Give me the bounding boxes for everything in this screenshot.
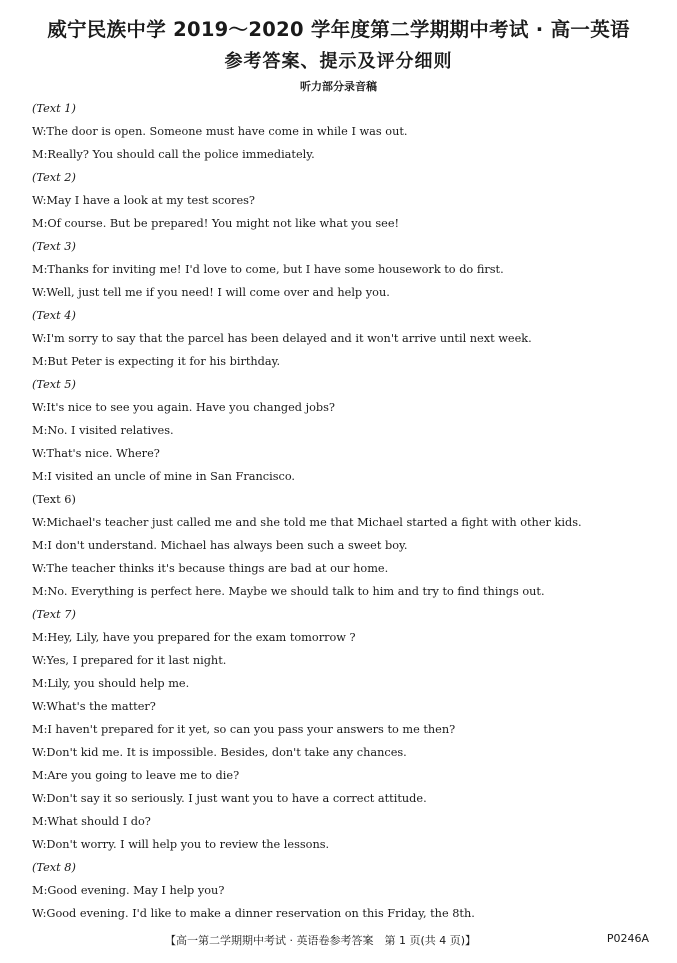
dialogue-line: M:No. Everything is perfect here. Maybe we should talk to him and try to find things out.	[32, 585, 545, 598]
transcript-body	[32, 97, 662, 925]
dialogue-line: M:Of course. But be prepared! You might not like what you see!	[32, 217, 400, 230]
dialogue-line: M:Lily, you should help me.	[32, 677, 190, 690]
dialogue-line: W:Yes, I prepared for it last night.	[32, 654, 227, 667]
document-title: 威宁民族中学 2019～2020 学年度第二学期期中考试 · 高一英语	[47, 18, 630, 41]
text-label: (Text 2)	[32, 171, 76, 184]
dialogue-line: W:The teacher thinks it's because things are bad at our home.	[32, 562, 389, 575]
dialogue-line: M:Thanks for inviting me! I'd love to come, but I have some housework to do first.	[32, 263, 504, 276]
dialogue-line: M:I haven't prepared for it yet, so can you pass your answers to me then?	[32, 723, 456, 736]
dialogue-line: W:May I have a look at my test scores?	[32, 194, 255, 207]
text-label: (Text 6)	[32, 493, 76, 506]
dialogue-line: M:Hey, Lily, have you prepared for the exam tomorrow ?	[32, 631, 356, 644]
dialogue-line: M:No. I visited relatives.	[32, 424, 174, 437]
dialogue-line: M:Good evening. May I help you?	[32, 884, 225, 897]
footer-text: 【高一第二学期期中考试 · 英语卷参考答案 第 1 页(共 4 页)】	[165, 934, 477, 947]
dialogue-line: W:Don't say it so seriously. I just want you to have a correct attitude.	[32, 792, 427, 805]
section-heading: 听力部分录音稿	[300, 80, 377, 93]
dialogue-line: M:Really? You should call the police immediately.	[32, 148, 315, 161]
dialogue-line: M:Are you going to leave me to die?	[32, 769, 240, 782]
dialogue-line: M:I don't understand. Michael has always been such a sweet boy.	[32, 539, 408, 552]
dialogue-line: W:It's nice to see you again. Have you changed jobs?	[32, 401, 335, 414]
dialogue-line: W:The door is open. Someone must have come in while I was out.	[32, 125, 408, 138]
text-label: (Text 5)	[32, 378, 76, 391]
dialogue-line: M:I visited an uncle of mine in San Francisco.	[32, 470, 296, 483]
text-label: (Text 4)	[32, 309, 76, 322]
text-label: (Text 3)	[32, 240, 76, 253]
text-label: (Text 7)	[32, 608, 76, 621]
footer-code: P0246A	[606, 932, 649, 945]
text-label: (Text 1)	[32, 102, 76, 115]
dialogue-line: W:What's the matter?	[32, 700, 156, 713]
dialogue-line: M:But Peter is expecting it for his birthday.	[32, 355, 281, 368]
page-footer	[0, 932, 677, 948]
dialogue-line: W:I'm sorry to say that the parcel has been delayed and it won't arrive until next week.	[32, 332, 532, 345]
dialogue-line: W:Michael's teacher just called me and she told me that Michael started a fight with other kids.	[32, 516, 582, 529]
dialogue-line: W:Don't kid me. It is impossible. Besides, don't take any chances.	[32, 746, 407, 759]
document-subtitle: 参考答案、提示及评分细则	[224, 51, 453, 72]
dialogue-line: W:That's nice. Where?	[32, 447, 160, 460]
dialogue-line: W:Good evening. I'd like to make a dinner reservation on this Friday, the 8th.	[32, 907, 475, 920]
dialogue-line: W:Don't worry. I will help you to review the lessons.	[32, 838, 330, 851]
dialogue-line: W:Well, just tell me if you need! I will come over and help you.	[32, 286, 390, 299]
dialogue-line: M:What should I do?	[32, 815, 151, 828]
text-label: (Text 8)	[32, 861, 76, 874]
